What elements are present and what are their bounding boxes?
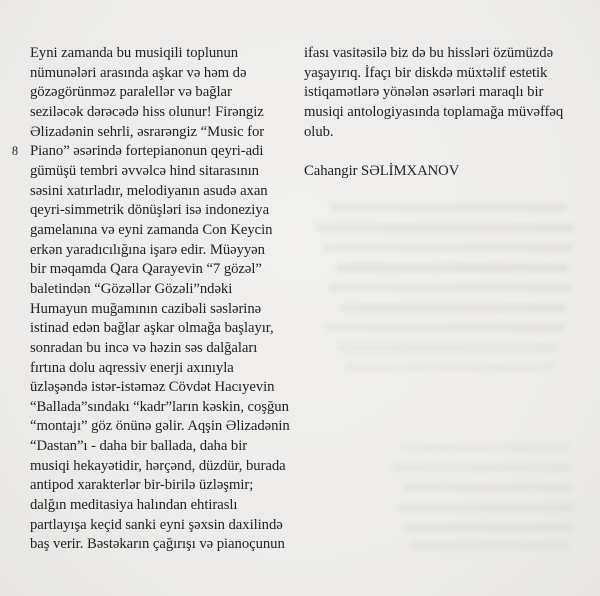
text-line: yaşayırıq. İfaçı bir diskdə müxtəlif estetik [304,64,548,81]
text-line: sonradan bu incə və həzin səs dalğaları [30,339,258,356]
text-line: olub. [304,123,334,140]
showthrough-ghost-line [400,443,570,452]
text-line: istinad edən bağlar aşkar olmağa başlayır, [30,320,274,337]
text-line: dalğın meditasiya halından ehtiraslı [30,497,238,514]
text-line: Humayun muğamının cazibəli səslərinə [30,300,262,317]
text-line: qeyri-simmetrik dönüşləri isə indoneziya [30,202,270,219]
showthrough-ghost-line [316,223,574,232]
showthrough-ghost-line [322,243,574,252]
text-line: gümüşü tembri əvvəlcə hind sitarasının [30,162,259,179]
showthrough-ghost-line [330,203,568,212]
text-line: baş verir. Bəstəkarın çağırışı və pianoçunun [30,536,285,553]
text-line: antipod xarakterlər bir-birilə üzləşmir; [30,477,254,494]
text-line: baletindən “Gözəllər Gözəli”ndəki [30,280,233,297]
text-line: “montajı” göz önünə gəlir. Aqşin Əlizadənin [30,418,290,435]
showthrough-ghost-line [406,523,574,532]
text-line: seziləcək dərəcədə hiss olunur! Firəngiz [30,103,264,120]
showthrough-ghost-line [344,363,554,372]
author-byline: Cahangir SƏLİMXANOV [304,163,460,180]
text-line: “Ballada”sındakı “kadr”ların kəskin, coşğun [30,398,289,415]
showthrough-ghost-line [392,463,572,472]
text-line: gamelanına və eyni zamanda Con Keycin [30,221,273,238]
showthrough-ghost-line [340,303,566,312]
showthrough-ghost-line [398,503,576,512]
text-line: gözəgörünməz paralellər və bağlar [30,84,232,101]
left-column [30,44,300,555]
showthrough-ghost-line [326,323,566,332]
text-line: bir məqamda Qara Qarayevin “7 gözəl” [30,261,262,278]
showthrough-ghost-line [404,483,574,492]
text-line: partlayışa keçid sanki eyni şəxsin daxilində [30,516,283,533]
text-line: fırtına dolu aqressiv enerji axınıyla [30,359,234,376]
right-column [304,44,588,182]
right-column-paragraph [304,44,588,142]
text-line: musiqi hekayətidir, hərçənd, düzdür, burada [30,457,286,474]
text-line: nümunələri arasında aşkar və həm də [30,64,247,81]
text-line: erkən yaradıcılığına işarə edir. Müəyyən [30,241,265,258]
text-line: ifası vasitəsilə biz də bu hissləri özümüzdə [304,45,554,61]
text-line: istiqamətlərə yönələn əsərləri maraqlı bir [304,84,544,101]
text-line: “Dastan”ı - daha bir ballada, daha bir [30,438,248,455]
text-line: Eyni zamanda bu musiqili toplunun [30,45,239,61]
showthrough-ghost-line [328,283,572,292]
page-number: 8 [11,144,19,158]
text-line: Əlizadənin sehrli, əsrarəngiz “Music for [30,123,265,140]
text-line: üzləşəndə istər-istəməz Cövdət Hacıyevin [30,379,275,396]
showthrough-ghost-line [336,343,558,352]
showthrough-ghost-line [336,263,568,272]
text-line: musiqi antologiyasında toplamağa müvəffəq [304,103,564,120]
text-line: Piano” əsərində fortepianonun qeyri-adi [30,143,264,160]
text-line: səsini xatırladır, melodiyanın asudə axan [30,182,268,199]
showthrough-ghost-line [410,541,570,550]
